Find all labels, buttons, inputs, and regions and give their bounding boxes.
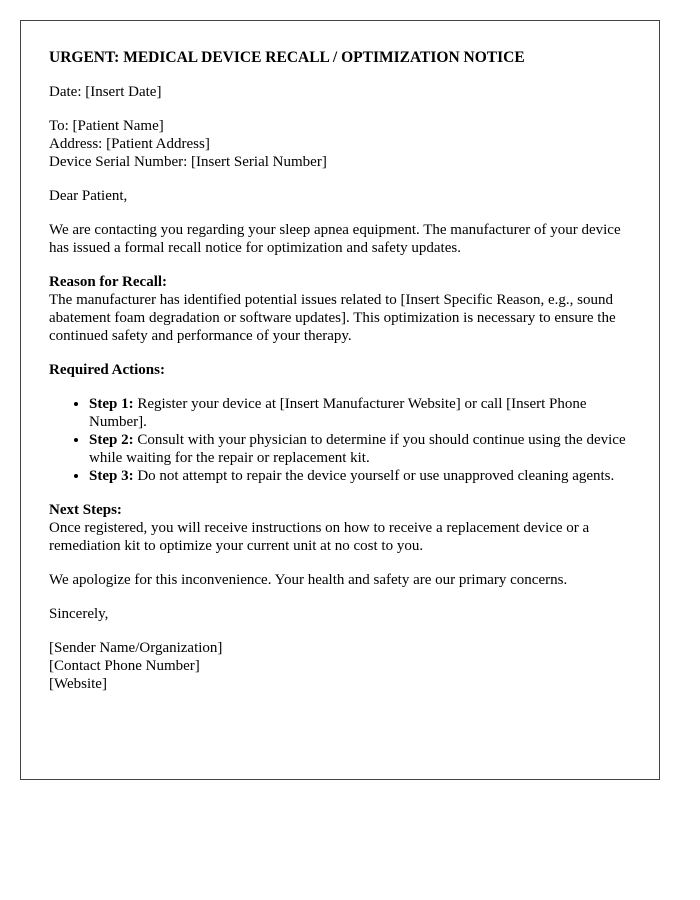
reason-heading: Reason for Recall:	[49, 274, 168, 290]
actions-heading: Required Actions:	[49, 362, 165, 378]
apology-paragraph: We apologize for this inconvenience. Your health and safety are our primary concerns.	[49, 572, 568, 588]
salutation: Dear Patient,	[49, 188, 128, 204]
intro-paragraph: We are contacting you regarding your sleep apnea equipment. The manufacturer of your device has issued a formal recall notice for optimization and safety updates.	[49, 222, 621, 256]
signature-block	[49, 639, 631, 693]
device-serial-number: Device Serial Number: [Insert Serial Number]	[49, 154, 327, 170]
next-steps-section	[49, 501, 631, 555]
step-text: Consult with your physician to determine if you should continue using the device while waiting for the repair or replacement kit.	[89, 432, 626, 466]
list-item	[89, 467, 631, 485]
date-line: Date: [Insert Date]	[49, 84, 162, 100]
step-label: Step 3:	[89, 468, 134, 484]
list-item	[89, 395, 631, 431]
actions-section	[49, 361, 631, 379]
step-label: Step 1:	[89, 396, 134, 412]
reason-section	[49, 273, 631, 345]
website: [Website]	[49, 676, 107, 692]
list-item	[89, 431, 631, 467]
actions-list	[49, 395, 631, 485]
step-text: Register your device at [Insert Manufacturer Website] or call [Insert Phone Number].	[89, 396, 587, 430]
next-steps-heading: Next Steps:	[49, 502, 122, 518]
step-label: Step 2:	[89, 432, 134, 448]
recipient-block	[49, 117, 631, 171]
recipient-name: To: [Patient Name]	[49, 118, 164, 134]
contact-phone: [Contact Phone Number]	[49, 658, 200, 674]
sender-name: [Sender Name/Organization]	[49, 640, 223, 656]
step-text: Do not attempt to repair the device yourself or use unapproved cleaning agents.	[133, 468, 615, 484]
closing: Sincerely,	[49, 606, 109, 622]
reason-text: The manufacturer has identified potential issues related to [Insert Specific Reason, e.g., sound abatement foam degradation or software updates]. This optimization is necessary to ensure the continued safety and performance of your therapy.	[49, 292, 616, 344]
next-steps-text: Once registered, you will receive instructions on how to receive a replacement device or a remediation kit to optimize your current unit at no cost to you.	[49, 520, 590, 554]
recipient-address: Address: [Patient Address]	[49, 136, 210, 152]
letter-title: URGENT: MEDICAL DEVICE RECALL / OPTIMIZATION NOTICE	[49, 49, 525, 66]
recall-letter	[20, 20, 660, 780]
